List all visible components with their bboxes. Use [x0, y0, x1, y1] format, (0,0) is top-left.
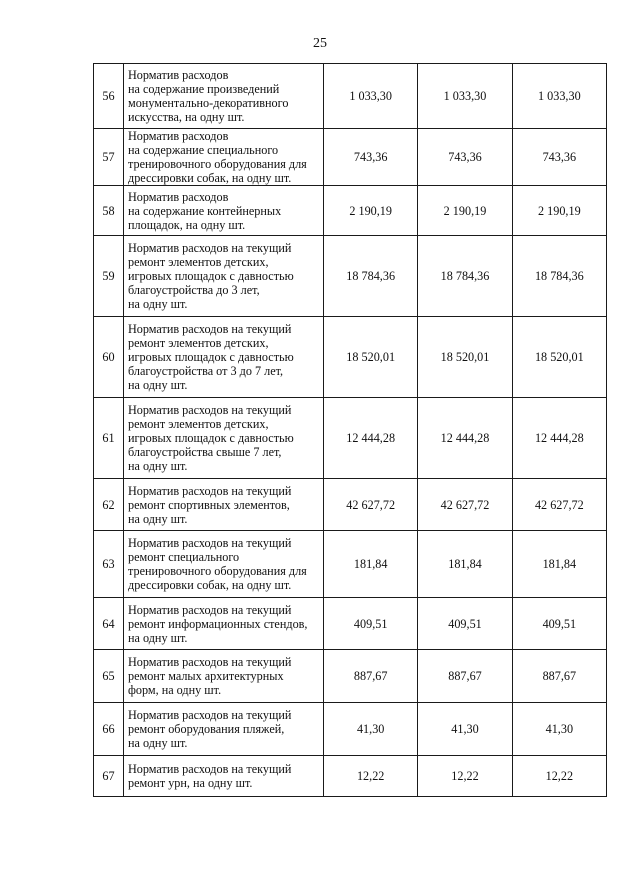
description-line: Норматив расходов на текущий [128, 536, 292, 550]
description-line: Норматив расходов на текущий [128, 241, 292, 255]
description-line: благоустройства свыше 7 лет, [128, 445, 282, 459]
value-cell-1: 12,22 [324, 756, 418, 797]
table-row [94, 598, 607, 650]
description-line: Норматив расходов [128, 189, 229, 204]
description-line: Норматив расходов на текущий [128, 322, 292, 336]
row-description [124, 317, 324, 398]
description-line: Норматив расходов на текущий [128, 655, 292, 669]
value-cell-1: 181,84 [324, 531, 418, 598]
row-description [124, 129, 324, 186]
value-cell-1: 42 627,72 [324, 479, 418, 531]
row-description [124, 531, 324, 598]
table-row [94, 186, 607, 236]
value-cell-1: 409,51 [324, 598, 418, 650]
description-line: дрессировки собак, на одну шт. [128, 578, 292, 592]
description-line: дрессировки собак, на одну шт. [128, 171, 292, 185]
row-number: 56 [94, 64, 124, 129]
description-line: ремонт элементов детских, [128, 255, 269, 269]
description-line: Норматив расходов [128, 68, 229, 82]
row-description [124, 236, 324, 317]
description-line: искусства, на одну шт. [128, 110, 245, 124]
description-line: ремонт малых архитектурных [128, 669, 284, 683]
row-number: 59 [94, 236, 124, 317]
value-cell-1: 18 520,01 [324, 317, 418, 398]
table-row [94, 236, 607, 317]
row-description [124, 650, 324, 703]
row-number: 67 [94, 756, 124, 797]
table-row [94, 479, 607, 531]
value-cell-3: 41,30 [512, 703, 606, 756]
description-line: игровых площадок с давностью [128, 350, 294, 364]
value-cell-2: 1 033,30 [418, 64, 512, 129]
value-cell-2: 887,67 [418, 650, 512, 703]
description-line: на одну шт. [128, 736, 188, 750]
description-line: ремонт спортивных элементов, [128, 497, 290, 512]
description-line: игровых площадок с давностью [128, 269, 294, 283]
description-line: на одну шт. [128, 378, 188, 392]
description-line: на одну шт. [128, 459, 188, 473]
value-cell-2: 12,22 [418, 756, 512, 797]
description-line: ремонт информационных стендов, [128, 616, 308, 631]
row-description [124, 598, 324, 650]
value-cell-2: 2 190,19 [418, 186, 512, 236]
description-line: на содержание произведений [128, 82, 280, 96]
value-cell-3: 409,51 [512, 598, 606, 650]
value-cell-2: 18 784,36 [418, 236, 512, 317]
value-cell-1: 12 444,28 [324, 398, 418, 479]
value-cell-3: 12,22 [512, 756, 606, 797]
description-line: на содержание контейнерных [128, 203, 282, 218]
row-description [124, 756, 324, 797]
value-cell-2: 409,51 [418, 598, 512, 650]
description-line: Норматив расходов на текущий [128, 403, 292, 417]
table-row [94, 703, 607, 756]
table-row [94, 756, 607, 797]
value-cell-1: 2 190,19 [324, 186, 418, 236]
table-row [94, 531, 607, 598]
row-number: 58 [94, 186, 124, 236]
description-line: монументально-декоративного [128, 96, 289, 110]
row-description [124, 186, 324, 236]
table-row [94, 317, 607, 398]
row-number: 63 [94, 531, 124, 598]
value-cell-3: 1 033,30 [512, 64, 606, 129]
value-cell-3: 42 627,72 [512, 479, 606, 531]
row-description [124, 703, 324, 756]
description-line: благоустройства от 3 до 7 лет, [128, 364, 284, 378]
norms-table [93, 63, 607, 797]
row-number: 65 [94, 650, 124, 703]
value-cell-2: 743,36 [418, 129, 512, 186]
row-number: 60 [94, 317, 124, 398]
value-cell-1: 887,67 [324, 650, 418, 703]
page-number: 25 [313, 36, 327, 51]
value-cell-2: 18 520,01 [418, 317, 512, 398]
row-description [124, 64, 324, 129]
description-line: форм, на одну шт. [128, 683, 222, 697]
value-cell-3: 887,67 [512, 650, 606, 703]
description-line: на одну шт. [128, 297, 188, 311]
value-cell-3: 12 444,28 [512, 398, 606, 479]
description-line: площадок, на одну шт. [128, 217, 246, 232]
norms-table-body [94, 64, 607, 797]
table-row [94, 64, 607, 129]
row-description [124, 479, 324, 531]
row-number: 64 [94, 598, 124, 650]
description-line: игровых площадок с давностью [128, 431, 294, 445]
value-cell-1: 18 784,36 [324, 236, 418, 317]
description-line: на содержание специального [128, 143, 279, 157]
value-cell-1: 1 033,30 [324, 64, 418, 129]
description-line: ремонт элементов детских, [128, 336, 269, 350]
description-line: Норматив расходов на текущий [128, 483, 292, 498]
description-line: на одну шт. [128, 511, 188, 526]
description-line: тренировочного оборудования для [128, 157, 307, 171]
value-cell-2: 181,84 [418, 531, 512, 598]
row-number: 66 [94, 703, 124, 756]
description-line: ремонт оборудования пляжей, [128, 722, 285, 736]
description-line: Норматив расходов на текущий [128, 708, 292, 722]
value-cell-1: 41,30 [324, 703, 418, 756]
value-cell-1: 743,36 [324, 129, 418, 186]
value-cell-2: 41,30 [418, 703, 512, 756]
description-line: на одну шт. [128, 630, 188, 645]
value-cell-3: 181,84 [512, 531, 606, 598]
value-cell-2: 12 444,28 [418, 398, 512, 479]
description-line: тренировочного оборудования для [128, 564, 307, 578]
row-number: 61 [94, 398, 124, 479]
value-cell-3: 18 520,01 [512, 317, 606, 398]
value-cell-2: 42 627,72 [418, 479, 512, 531]
description-line: Норматив расходов на текущий [128, 762, 292, 776]
description-line: Норматив расходов [128, 129, 229, 143]
value-cell-3: 2 190,19 [512, 186, 606, 236]
row-number: 57 [94, 129, 124, 186]
row-description [124, 398, 324, 479]
description-line: Норматив расходов на текущий [128, 602, 292, 617]
description-line: ремонт элементов детских, [128, 417, 269, 431]
table-row [94, 398, 607, 479]
description-line: ремонт специального [128, 550, 240, 564]
value-cell-3: 18 784,36 [512, 236, 606, 317]
table-row [94, 129, 607, 186]
description-line: благоустройства до 3 лет, [128, 283, 260, 297]
description-line: ремонт урн, на одну шт. [128, 776, 253, 790]
value-cell-3: 743,36 [512, 129, 606, 186]
row-number: 62 [94, 479, 124, 531]
table-row [94, 650, 607, 703]
